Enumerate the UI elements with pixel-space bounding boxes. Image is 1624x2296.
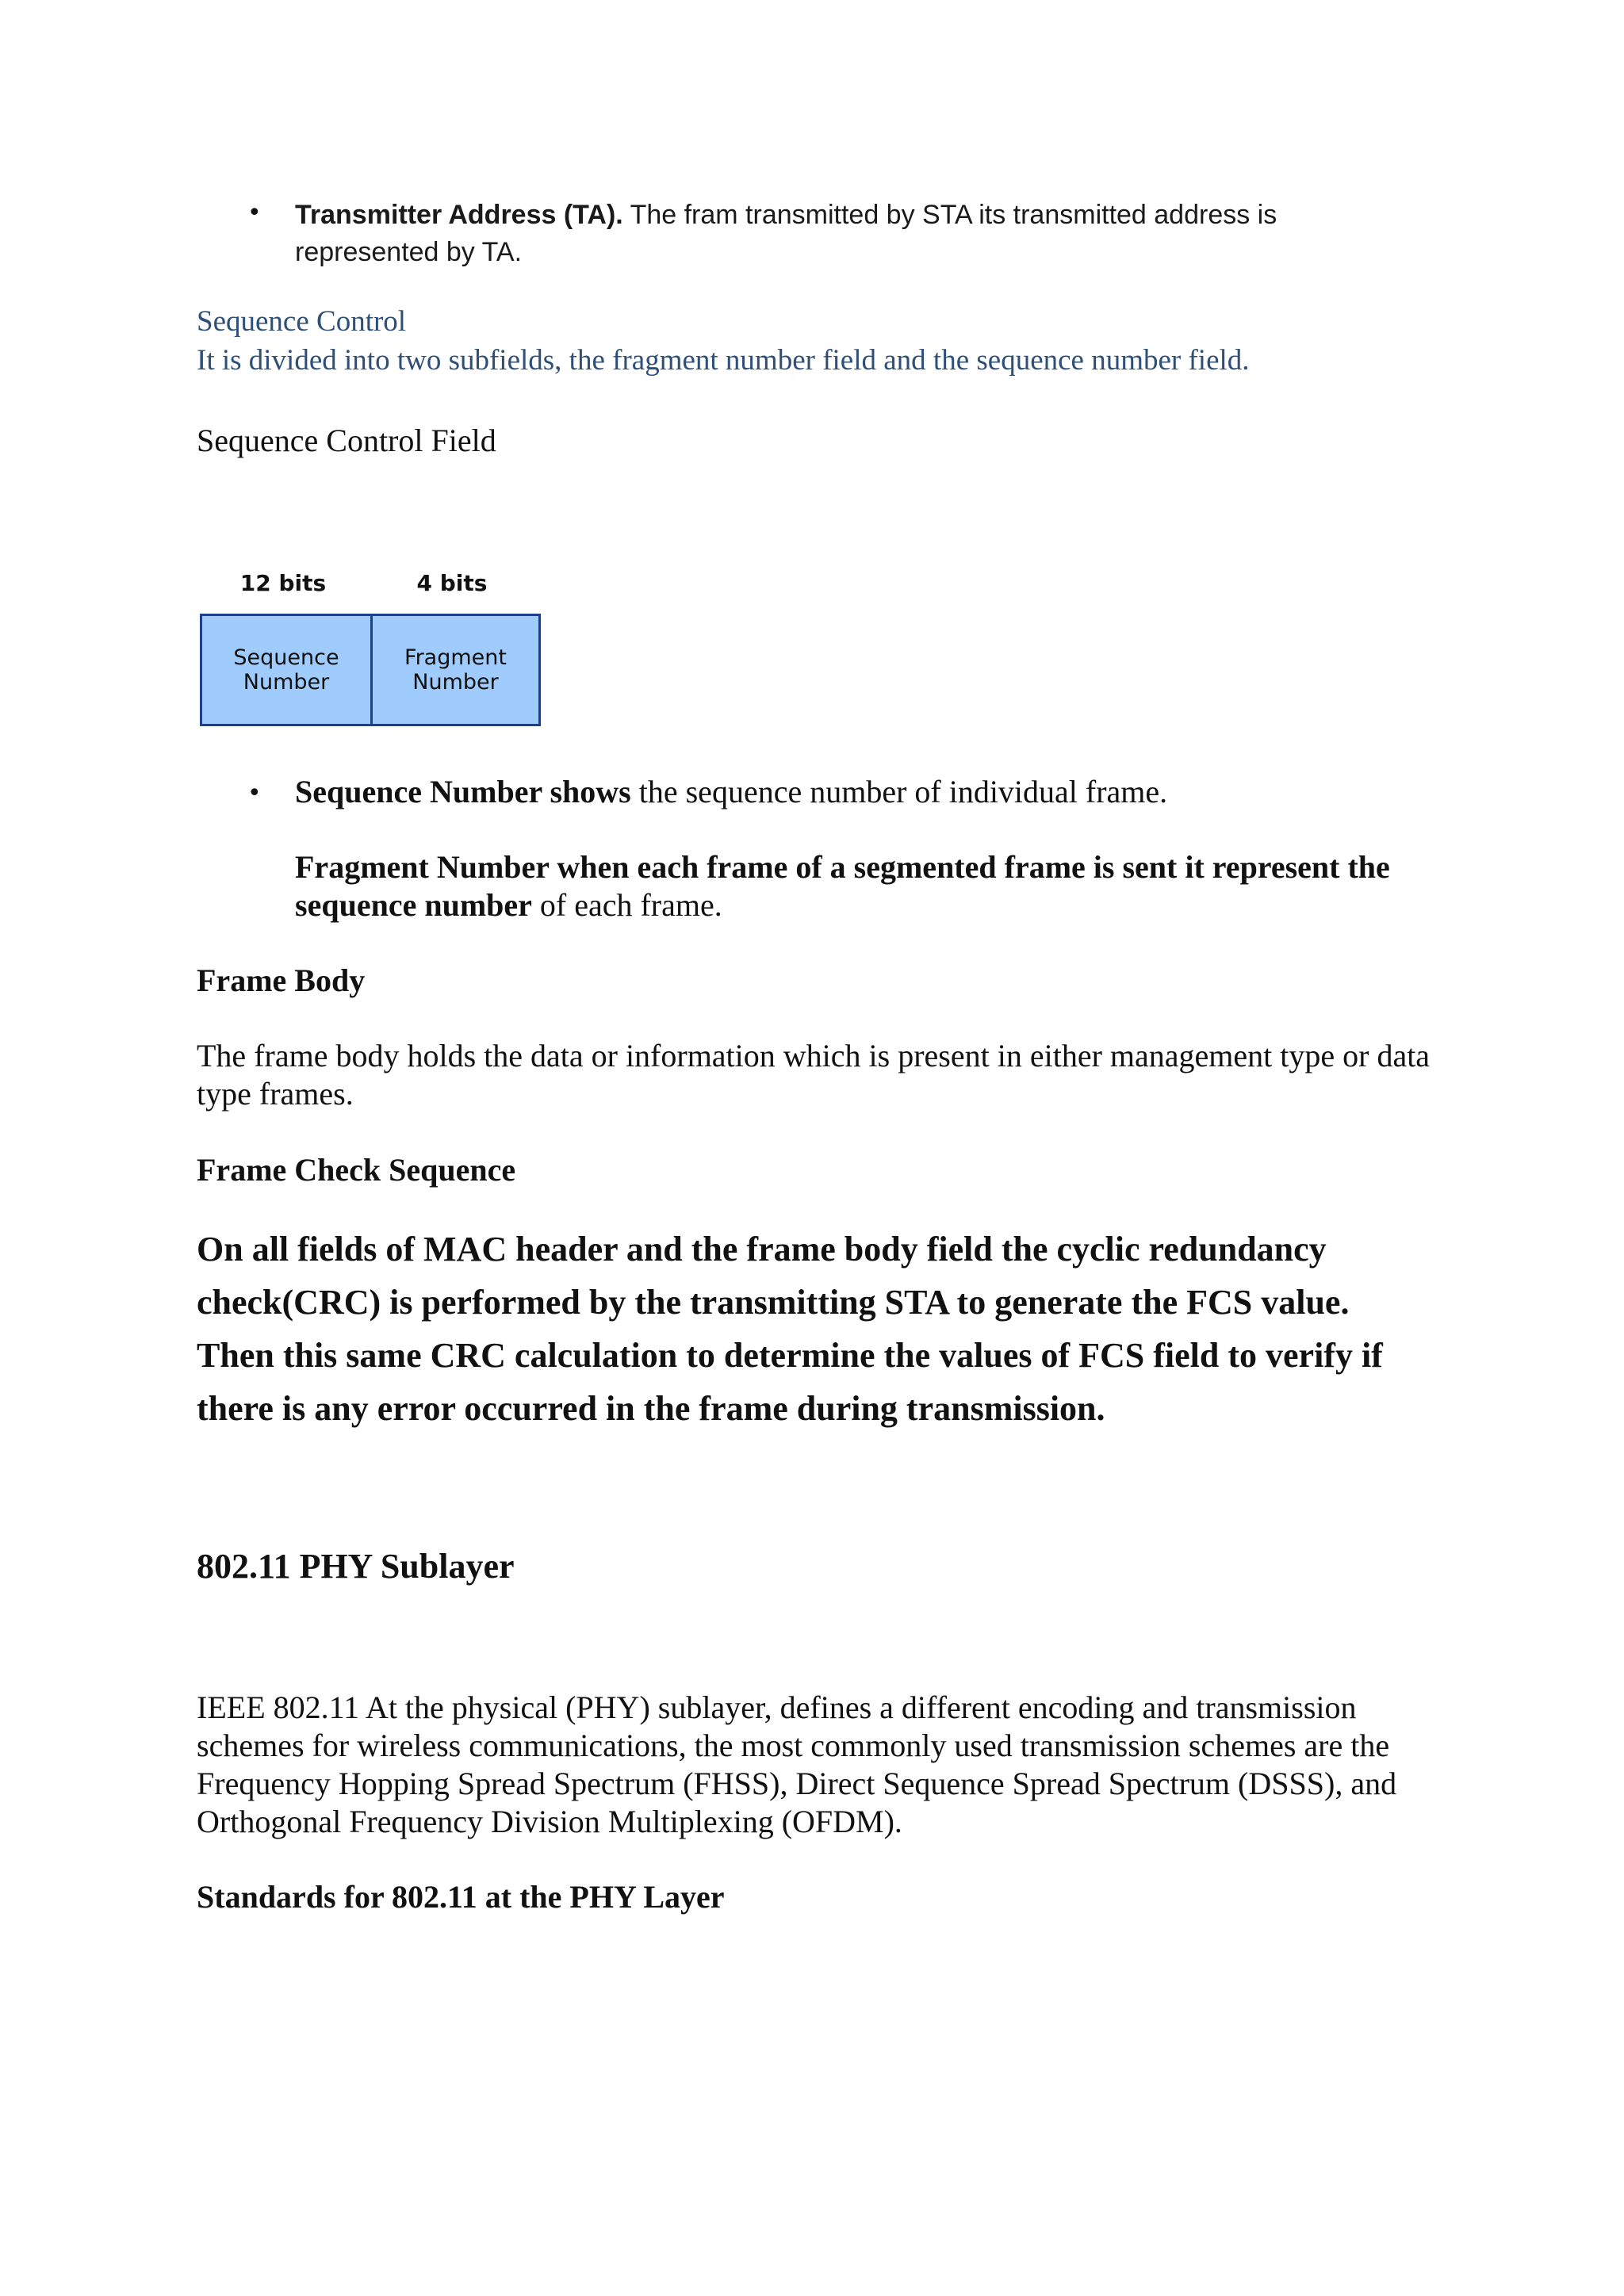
- frame-body-text: The frame body holds the data or information which is present in either management type or data type frames.: [197, 1038, 1431, 1112]
- frame-body-heading: Frame Body: [197, 962, 366, 998]
- sequence-number-cell-line2: Number: [243, 670, 330, 695]
- fragment-number-cell-line2: Number: [412, 670, 499, 695]
- fragment-number-text: of each frame.: [531, 887, 722, 923]
- sequence-number-text: the sequence number of individual frame.: [630, 774, 1168, 809]
- fragment-number-cell: [370, 614, 541, 726]
- bits-label-sequence: 12 bits: [239, 570, 327, 596]
- fragment-number-term: Fragment Number when each frame of a segmented frame is sent it represent the sequence number: [295, 849, 1390, 923]
- sequence-number-cell: [200, 614, 373, 726]
- bits-label-fragment: 4 bits: [416, 570, 488, 596]
- standards-heading: Standards for 802.11 at the PHY Layer: [197, 1879, 725, 1915]
- sequence-control-heading: Sequence Control: [197, 305, 407, 338]
- phy-sublayer-heading: 802.11 PHY Sublayer: [197, 1547, 515, 1586]
- sequence-number-term: Sequence Number shows: [295, 774, 631, 809]
- ta-text: The fram transmitted by STA its transmitted address is represented by TA.: [295, 200, 1277, 267]
- fcs-text: On all fields of MAC header and the frame body field the cyclic redundancy check(CRC) is performed by the transmitting STA to generate the FCS value. Then this same CRC calculation to determine the values of FCS field to verify if there is any error occurred in the frame during transmission.: [197, 1230, 1383, 1428]
- ta-list-item: [295, 197, 1365, 271]
- ta-term: Transmitter Address (TA).: [295, 200, 623, 230]
- bullet-dot: •: [247, 199, 262, 227]
- fcs-heading: Frame Check Sequence: [197, 1152, 516, 1188]
- sequence-control-diagram: [200, 569, 541, 728]
- phy-sublayer-text: IEEE 802.11 At the physical (PHY) sublayer, defines a different encoding and transmission schemes for wireless communications, the most commonly used transmission schemes are the Frequency Hopping Spread Spectrum (FHSS), Direct Sequence Spread Spectrum (DSSS), and Orthogonal Frequency Division Multiplexing (OFDM).: [197, 1689, 1397, 1839]
- sequence-control-description: It is divided into two subfields, the fragment number field and the sequence number field.: [197, 344, 1250, 377]
- sequence-number-item: [295, 773, 1445, 811]
- fragment-number-item: [295, 848, 1397, 924]
- sequence-control-field-title: Sequence Control Field: [197, 423, 496, 458]
- sequence-number-cell-line1: Sequence: [233, 645, 339, 670]
- bullet-dot: •: [247, 779, 262, 807]
- fragment-number-cell-line1: Fragment: [404, 645, 507, 670]
